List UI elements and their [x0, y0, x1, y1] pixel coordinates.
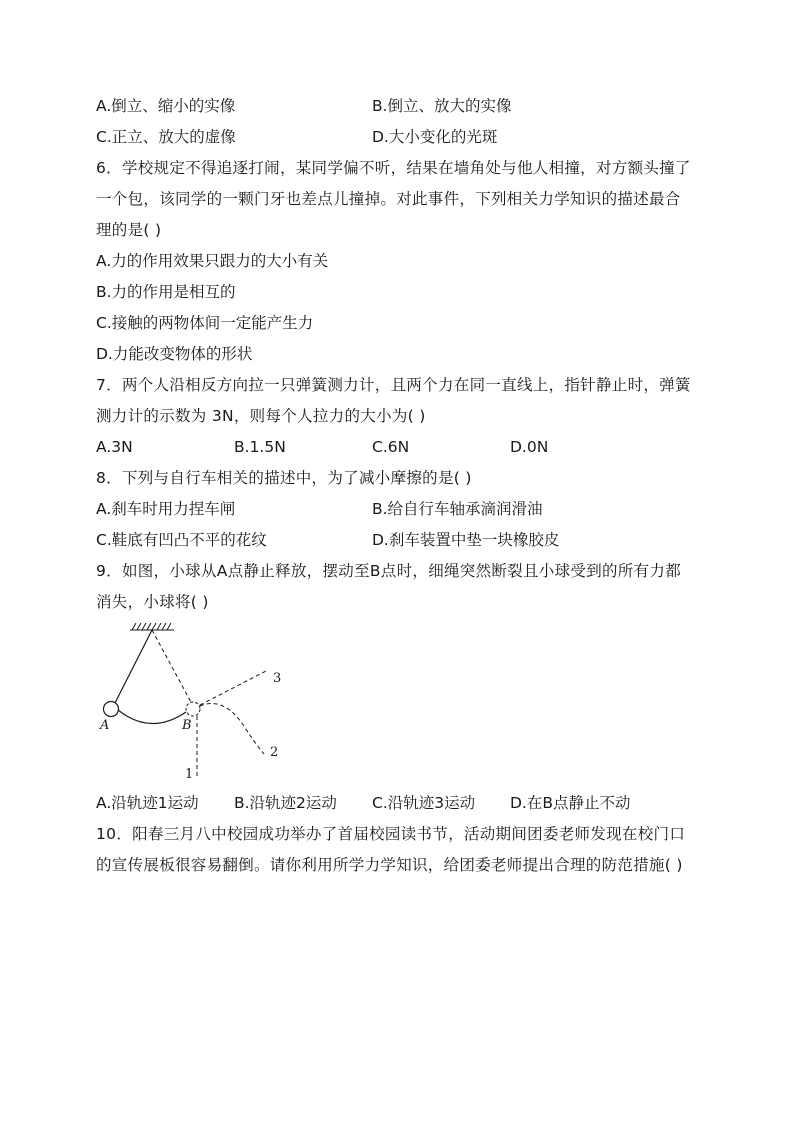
q9-option-b: B.沿轨迹2运动 [234, 794, 337, 812]
trajectory-2 [200, 704, 264, 755]
q7-option-a: A.3N [96, 438, 133, 456]
ball-b [186, 702, 200, 716]
q7-option-b: B.1.5N [234, 438, 286, 456]
ceiling-support [130, 623, 174, 630]
ball-a [104, 702, 119, 717]
q6-stem-line-1: 6．学校规定不得追逐打闹，某同学偏不听，结果在墙角处与他人相撞，对方额头撞了 [96, 159, 691, 177]
q5-option-c: C.正立、放大的虚像 [96, 128, 236, 146]
trajectory-3 [200, 670, 268, 705]
q8-option-b: B.给自行车轴承滴润滑油 [372, 500, 543, 518]
q9-stem-line-2: 消失，小球将( ) [96, 593, 209, 611]
q9-option-a: A.沿轨迹1运动 [96, 794, 199, 812]
q6-stem-line-2: 一个包，该同学的一颗门牙也差点儿撞掉。对此事件，下列相关力学知识的描述最合 [96, 190, 681, 208]
q8-option-d: D.刹车装置中垫一块橡胶皮 [372, 531, 560, 549]
label-b: B [182, 718, 192, 733]
pendulum-diagram [96, 618, 296, 784]
label-a: A [100, 718, 110, 733]
string-solid [115, 630, 152, 703]
q6-stem-line-3: 理的是( ) [96, 221, 162, 239]
q10-stem-line-2: 的宣传展板很容易翻倒。请你利用所学力学知识，给团委老师提出合理的防范措施( ) [96, 856, 683, 874]
swing-arc [118, 710, 186, 724]
q7-option-d: D.0N [510, 438, 549, 456]
q9-stem-line-1: 9．如图，小球从A点静止释放，摆动至B点时，细绳突然断裂且小球受到的所有力都 [96, 562, 682, 580]
q7-stem-line-1: 7．两个人沿相反方向拉一只弹簧测力计，且两个力在同一直线上，指针静止时，弹簧 [96, 376, 691, 394]
label-trajectory-1: 1 [185, 767, 194, 782]
q5-option-a: A.倒立、缩小的实像 [96, 97, 236, 115]
q6-option-d: D.力能改变物体的形状 [96, 345, 253, 363]
q5-option-d: D.大小变化的光斑 [372, 128, 498, 146]
label-trajectory-2: 2 [270, 745, 279, 760]
q8-option-a: A.刹车时用力捏车闸 [96, 500, 236, 518]
q9-option-c: C.沿轨迹3运动 [372, 794, 476, 812]
q6-option-a: A.力的作用效果只跟力的大小有关 [96, 252, 329, 270]
q5-option-b: B.倒立、放大的实像 [372, 97, 512, 115]
q7-option-c: C.6N [372, 438, 410, 456]
q7-stem-line-2: 测力计的示数为 3N，则每个人拉力的大小为( ) [96, 407, 426, 425]
q8-option-c: C.鞋底有凹凸不平的花纹 [96, 531, 267, 549]
q8-stem-line-1: 8．下列与自行车相关的描述中，为了减小摩擦的是( ) [96, 469, 472, 487]
q6-option-b: B.力的作用是相互的 [96, 283, 236, 301]
label-trajectory-3: 3 [273, 671, 282, 686]
q9-option-d: D.在B点静止不动 [510, 794, 631, 812]
string-dashed [152, 630, 192, 704]
q6-option-c: C.接触的两物体间一定能产生力 [96, 314, 314, 332]
q10-stem-line-1: 10．阳春三月八中校园成功举办了首届校园读书节，活动期间团委老师发现在校门口 [96, 825, 686, 843]
pendulum-figure [96, 618, 296, 784]
